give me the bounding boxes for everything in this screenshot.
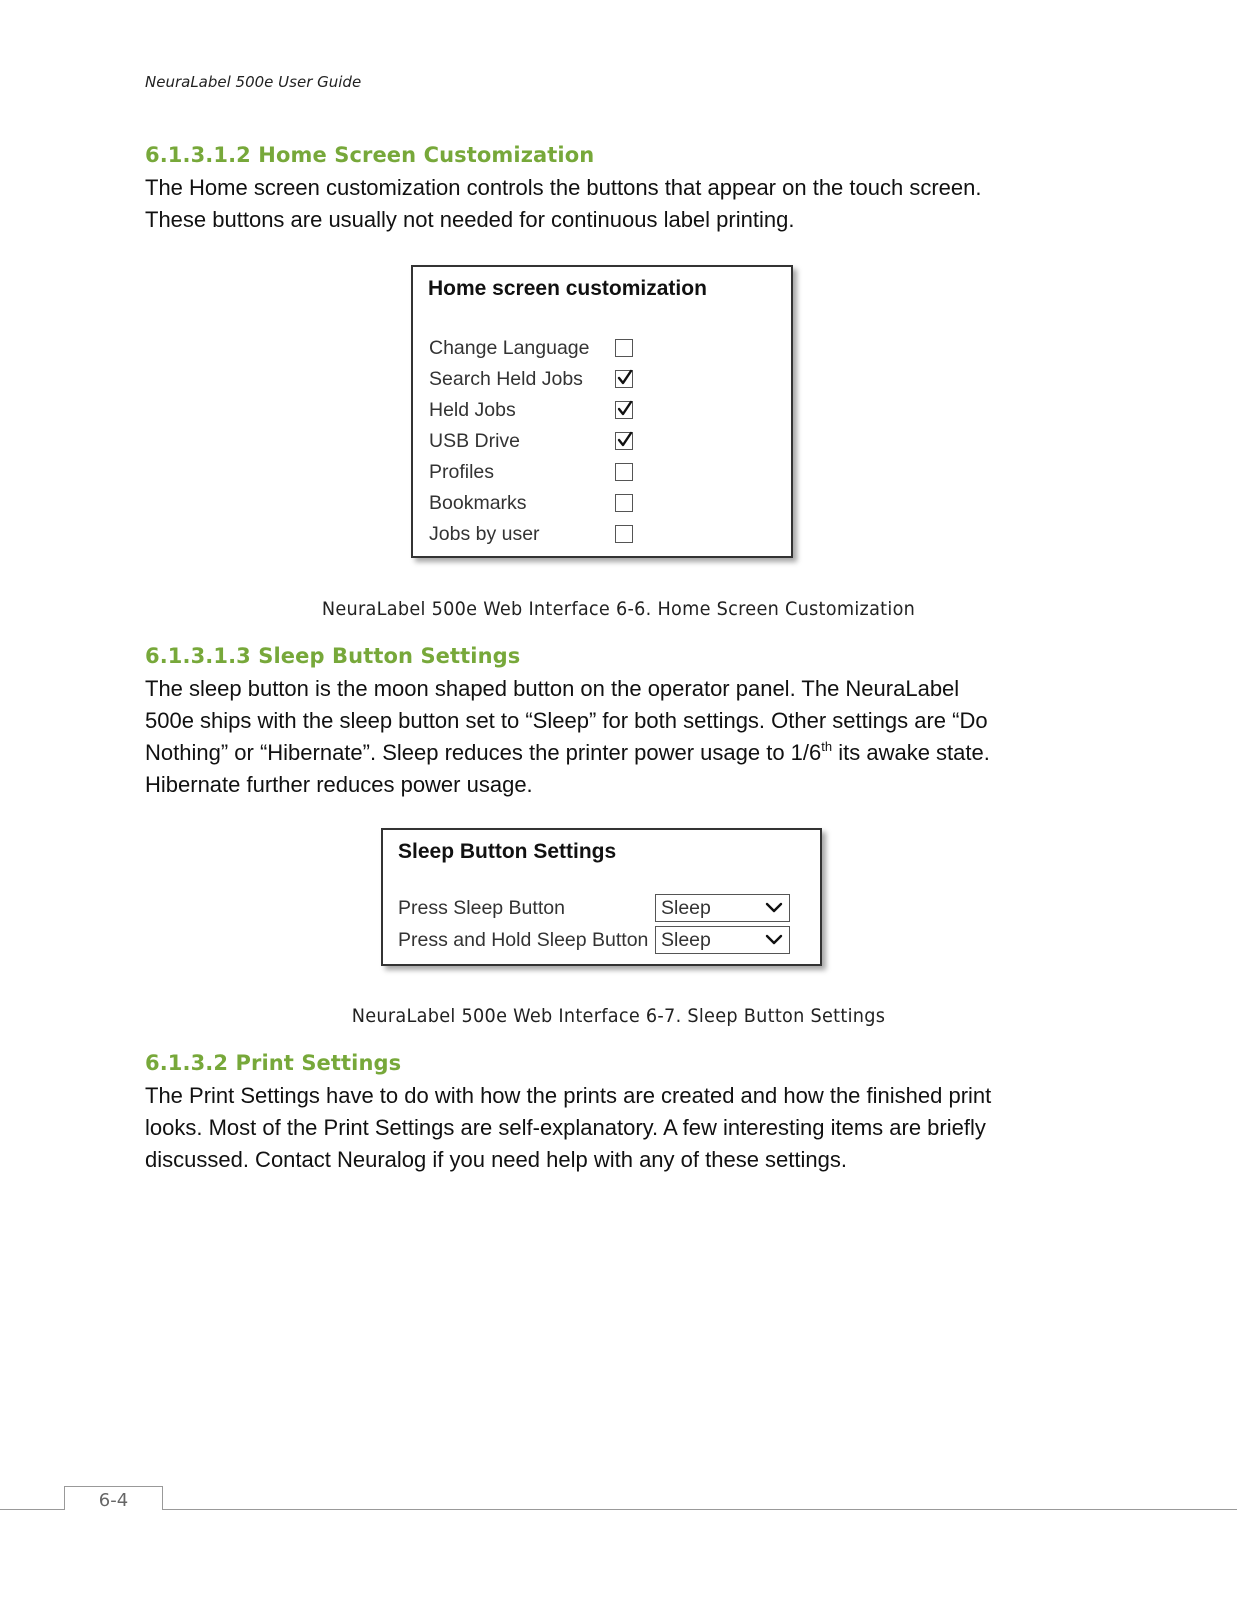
checkmark-icon xyxy=(616,368,634,388)
option-row xyxy=(429,461,659,487)
sleep-setting-label: Press Sleep Button xyxy=(398,897,565,919)
superscript: th xyxy=(821,739,833,754)
option-row xyxy=(429,492,659,518)
option-label: Search Held Jobs xyxy=(429,368,583,390)
option-row xyxy=(429,399,659,425)
option-row xyxy=(429,523,659,549)
option-checkbox[interactable] xyxy=(615,525,633,543)
paragraph-line: The Home screen customization controls the buttons that appear on the touch screen. xyxy=(145,175,982,200)
paragraph-line-text: Nothing” or “Hibernate”. Sleep reduces the printer power usage to 1/6 xyxy=(145,740,822,765)
option-checkbox[interactable] xyxy=(615,432,633,450)
sleep-setting-label: Press and Hold Sleep Button xyxy=(398,929,649,951)
paragraph-line: The Print Settings have to do with how the prints are created and how the finished print xyxy=(145,1083,992,1108)
sleep-button-settings-panel xyxy=(381,828,822,966)
paragraph-line xyxy=(145,737,1105,769)
option-label: Profiles xyxy=(429,461,495,483)
paragraph-line: Hibernate further reduces power usage. xyxy=(145,772,533,797)
sleep-setting-row xyxy=(398,926,793,956)
sleep-setting-row xyxy=(398,894,793,924)
option-row xyxy=(429,337,659,363)
figure-caption-6-6: NeuraLabel 500e Web Interface 6-6. Home Screen Customization xyxy=(321,598,916,620)
section-heading-print-settings: 6.1.3.2 Print Settings xyxy=(145,1051,402,1075)
chevron-down-icon xyxy=(765,902,783,914)
checkmark-icon xyxy=(616,430,634,450)
paragraph-line-text: its awake state. xyxy=(832,740,990,765)
option-checkbox[interactable] xyxy=(615,339,633,357)
section-heading-home-screen: 6.1.3.1.2 Home Screen Customization xyxy=(145,143,595,167)
home-screen-customization-panel xyxy=(411,265,793,558)
paragraph-line: The sleep button is the moon shaped button on the operator panel. The NeuraLabel xyxy=(145,676,960,701)
paragraph-line: looks. Most of the Print Settings are self-explanatory. A few interesting items are briefly xyxy=(145,1115,986,1140)
running-header: NeuraLabel 500e User Guide xyxy=(145,73,362,91)
option-checkbox[interactable] xyxy=(615,463,633,481)
select-value: Sleep xyxy=(661,897,711,919)
footer-rule xyxy=(0,1509,1237,1510)
panel-title: Home screen customization xyxy=(428,277,707,300)
select-value: Sleep xyxy=(661,929,711,951)
checkmark-icon xyxy=(616,399,634,419)
page-number-tab xyxy=(64,1486,163,1510)
option-checkbox[interactable] xyxy=(615,401,633,419)
paragraph-print-settings xyxy=(145,1080,1105,1176)
option-label: Held Jobs xyxy=(429,399,516,421)
paragraph-line: 500e ships with the sleep button set to “Sleep” for both settings. Other settings are “Do xyxy=(145,708,988,733)
option-row xyxy=(429,368,659,394)
paragraph-line: discussed. Contact Neuralog if you need help with any of these settings. xyxy=(145,1147,847,1172)
option-label: Jobs by user xyxy=(429,523,540,545)
option-checkbox[interactable] xyxy=(615,494,633,512)
option-label: Bookmarks xyxy=(429,492,527,514)
sleep-setting-select[interactable] xyxy=(655,894,790,922)
option-row xyxy=(429,430,659,456)
page-number: 6-4 xyxy=(98,1490,129,1511)
paragraph-line: These buttons are usually not needed for continuous label printing. xyxy=(145,207,795,232)
figure-caption-6-7: NeuraLabel 500e Web Interface 6-7. Sleep Button Settings xyxy=(351,1005,886,1027)
paragraph-home-screen xyxy=(145,172,1105,236)
option-checkbox[interactable] xyxy=(615,370,633,388)
panel-title: Sleep Button Settings xyxy=(398,840,617,863)
option-label: USB Drive xyxy=(429,430,521,452)
paragraph-sleep-button xyxy=(145,673,1105,801)
option-label: Change Language xyxy=(429,337,590,359)
chevron-down-icon xyxy=(765,934,783,946)
sleep-setting-select[interactable] xyxy=(655,926,790,954)
section-heading-sleep-button: 6.1.3.1.3 Sleep Button Settings xyxy=(145,644,521,668)
